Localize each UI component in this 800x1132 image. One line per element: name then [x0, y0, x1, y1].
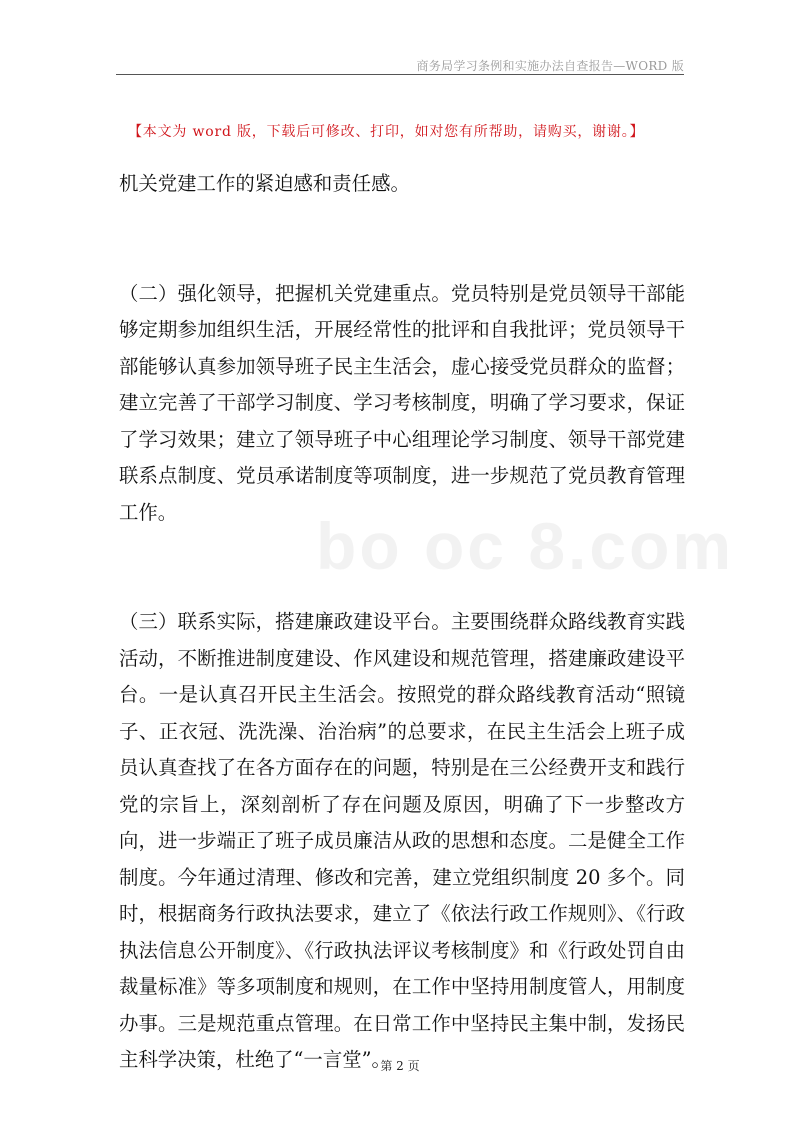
page-number: 第 2 页 [380, 1059, 420, 1073]
header-divider [116, 74, 684, 75]
download-notice: 【本文为 word 版，下载后可修改、打印，如对您有所帮助，请购买，谢谢。】 [128, 124, 645, 140]
watermark: bo oc 8.com [316, 509, 735, 583]
document-body [119, 166, 685, 1079]
document-header-title: 商务局学习条例和实施办法自查报告—WORD 版 [416, 59, 684, 73]
paragraph-section-three: （三）联系实际，搭建廉政建设平台。主要围绕群众路线教育实践活动，不断推进制度建设、作风建设和规范管理，搭建廉政建设平台。一是认真召开民主生活会。按照党的群众路线教育活动“照镜子、正衣冠、洗洗澡、治治病”的总要求，在民主生活会上班子成员认真查找了在各方面存在的问题，特别是在三公经费开支和践行党的宗旨上，深刻剖析了存在问题及原因，明确了下一步整改方向，进一步端正了班子成员廉洁从政的思想和态度。二是健全工作制度。今年通过清理、修改和完善，建立党组织制度 20 多个。同时，根据商务行政执法要求，建立了《依法行政工作规则》、《行政执法信息公开制度》、《行政执法评议考核制度》和《行政处罚自由裁量标准》等多项制度和规则，在工作中坚持用制度管人，用制度办事。三是规范重点管理。在日常工作中坚持民主集中制，发扬民主科学决策，杜绝了“一言堂”。 [119, 610, 685, 1071]
paragraph-continuation: 机关党建工作的紧迫感和责任感。 [119, 172, 410, 195]
paragraph-section-two: （二）强化领导，把握机关党建重点。党员特别是党员领导干部能够定期参加组织生活，开展经常性的批评和自我批评；党员领导干部能够认真参加领导班子民主生活会，虚心接受党员群众的监督；建立完善了干部学习制度、学习考核制度，明确了学习要求，保证了学习效果；建立了领导班子中心组理论学习制度、领导干部党建联系点制度、党员承诺制度等项制度，进一步规范了党员教育管理工作。 [119, 281, 685, 524]
